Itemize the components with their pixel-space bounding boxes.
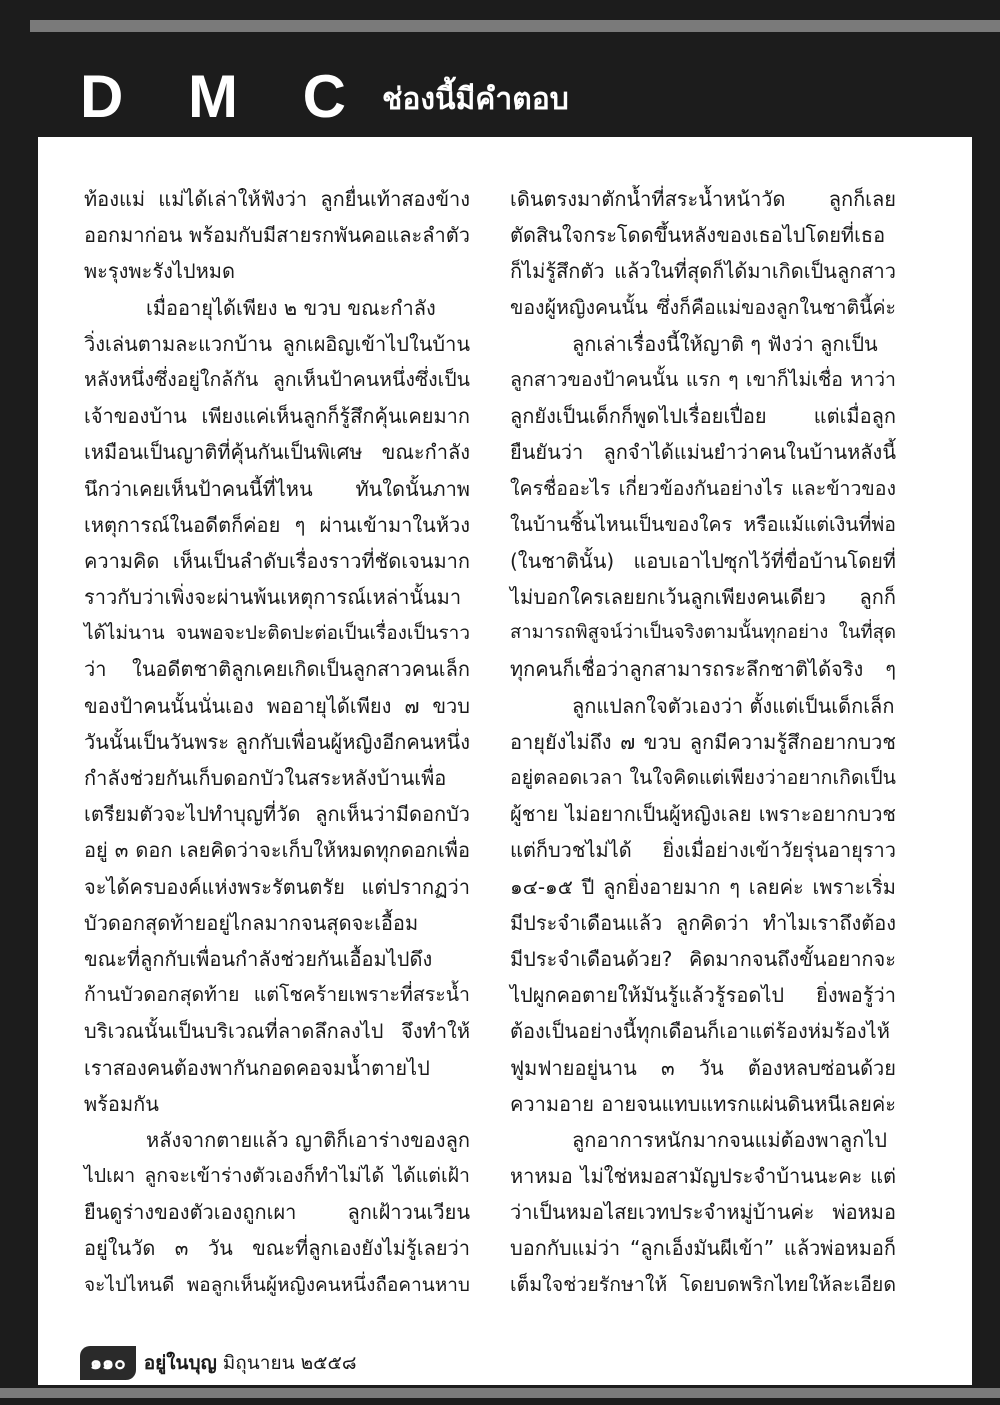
text-line: ตัดสินใจกระโดดขึ้นหลังของเธอไปโดยที่เธอ	[510, 223, 886, 248]
text-line: ความอาย อายจนแทบแทรกแผ่นดินหนีเลยค่ะ	[510, 1091, 896, 1116]
text-line: เดินตรงมาตักน้ำที่สระน้ำหน้าวัด ลูกก็เลย	[510, 187, 896, 211]
right-column	[510, 181, 896, 1303]
text-line: จะได้ครบองค์แห่งพระรัตนตรัย แต่ปรากฏว่า	[84, 874, 470, 899]
text-line: ของผู้หญิงคนนั้น ซึ่งก็คือแม่ของลูกในชาตินี้ค่ะ	[510, 295, 896, 319]
text-line: ได้ไม่นาน จนพอจะปะติดปะต่อเป็นเรื่องเป็นราว	[84, 622, 470, 645]
text-line: แต่ก็บวชไม่ได้ ยิ่งเมื่อย่างเข้าวัยรุ่นอายุราว	[510, 838, 896, 863]
section-title: ช่องนี้มีคำตอบ	[381, 82, 569, 117]
text-line: ท้องแม่ แม่ได้เล่าให้ฟังว่า ลูกยื่นเท้าสองข้าง	[84, 187, 470, 211]
issue-date: มิถุนายน ๒๕๕๘	[222, 1352, 357, 1374]
text-line: มีประจำเดือนแล้ว ลูกคิดว่า ทำไมเราถึงต้อง	[510, 910, 896, 935]
article-page	[38, 137, 972, 1385]
text-line: ลูกอาการหนักมากจนแม่ต้องพาลูกไป	[572, 1127, 887, 1152]
text-line: หลังจากตายแล้ว ญาติก็เอาร่างของลูก	[146, 1127, 470, 1152]
text-line: เราสองคนต้องพากันกอดคอจมน้ำตายไป	[84, 1055, 430, 1080]
text-line: ต้องเป็นอย่างนี้ทุกเดือนก็เอาแต่ร้องห่มร้องไห้	[510, 1019, 890, 1044]
top-decorative-bar	[30, 20, 1000, 32]
text-line: พะรุงพะรังไปหมด	[84, 259, 235, 284]
text-line: ยืนดูร่างของตัวเองถูกเผา ลูกเฝ้าวนเวียน	[84, 1200, 470, 1225]
text-line: ทุกคนก็เชื่อว่าลูกสามารถระลึกชาติได้จริง ๆ	[510, 657, 896, 682]
text-line: ก็ไม่รู้สึกตัว แล้วในที่สุดก็ได้มาเกิดเป็นลูกสาว	[510, 259, 896, 284]
text-line: เมื่ออายุได้เพียง ๒ ขวบ ขณะกำลัง	[146, 295, 436, 320]
text-line: ลูกแปลกใจตัวเองว่า ตั้งแต่เป็นเด็กเล็ก	[572, 693, 895, 718]
text-line: ในบ้านชิ้นไหนเป็นของใคร หรือแม้แต่เงินที่พ่อ	[510, 512, 896, 536]
left-column	[84, 181, 470, 1303]
text-line: เตรียมตัวจะไปทำบุญที่วัด ลูกเห็นว่ามีดอกบัว	[84, 802, 470, 827]
bottom-decorative-bar	[0, 1388, 1000, 1398]
text-line: อยู่ตลอดเวลา ในใจคิดแต่เพียงว่าอยากเกิดเป็น	[510, 766, 896, 789]
text-line: เหมือนเป็นญาติที่คุ้นกันเป็นพิเศษ ขณะกำลัง	[84, 440, 470, 465]
text-line: บัวดอกสุดท้ายอยู่ไกลมากจนสุดจะเอื้อม	[84, 910, 419, 935]
text-line: ราวกับว่าเพิ่งจะผ่านพ้นเหตุการณ์เหล่านั้นมา	[84, 585, 462, 610]
text-line: ว่าเป็นหมอไสยเวทประจำหมู่บ้านค่ะ พ่อหมอ	[510, 1200, 896, 1225]
text-line: เหตุการณ์ในอดีตก็ค่อย ๆ ผ่านเข้ามาในห้วง	[84, 512, 470, 537]
text-line: บริเวณนั้นเป็นบริเวณที่ลาดลึกลงไป จึงทำให้	[84, 1019, 470, 1044]
text-line: พร้อมกัน	[84, 1091, 159, 1116]
text-line: เจ้าของบ้าน เพียงแค่เห็นลูกก็รู้สึกคุ้นเคยมาก	[84, 404, 470, 429]
text-line: ไปผูกคอตายให้มันรู้แล้วรู้รอดไป ยิ่งพอรู้ว่า	[510, 983, 896, 1008]
text-line: ขณะที่ลูกกับเพื่อนกำลังช่วยกันเอื้อมไปดึง	[84, 946, 433, 971]
brand-title: D M C	[80, 63, 370, 130]
text-line: ผู้ชาย ไม่อยากเป็นผู้หญิงเลย เพราะอยากบวช	[510, 802, 896, 827]
text-line: หลังหนึ่งซึ่งอยู่ใกล้กัน ลูกเห็นป้าคนหนึ่งซึ่งเป็น	[84, 367, 470, 391]
page-footer	[80, 1348, 357, 1378]
text-line: ไปเผา ลูกจะเข้าร่างตัวเองก็ทำไม่ได้ ได้แต่เฝ้า	[84, 1164, 470, 1188]
text-line: กำลังช่วยกันเก็บดอกบัวในสระหลังบ้านเพื่อ	[84, 766, 447, 790]
text-line: ออกมาก่อน พร้อมกับมีสายรกพันคอและลำตัว	[84, 223, 470, 248]
text-line: ลูกยังเป็นเด็กก็พูดไปเรื่อยเปื่อย แต่เมื่อลูก	[510, 404, 896, 429]
text-line: สามารถพิสูจน์ว่าเป็นจริงตามนั้นทุกอย่าง ในที่สุด	[510, 622, 896, 644]
text-line: ไม่บอกใครเลยยกเว้นลูกเพียงคนเดียว ลูกก็	[510, 585, 896, 610]
text-line: เต็มใจช่วยรักษาให้ โดยบดพริกไทยให้ละเอียด	[510, 1272, 896, 1296]
text-line: อายุยังไม่ถึง ๗ ขวบ ลูกมีความรู้สึกอยากบวช	[510, 729, 896, 754]
text-line: ๑๔-๑๕ ปี ลูกยิ่งอายมาก ๆ เลยค่ะ เพราะเริ่ม	[510, 874, 896, 899]
magazine-name: อยู่ในบุญ	[143, 1352, 217, 1374]
page-number: ๑๑๐	[80, 1346, 136, 1380]
text-line: บอกกับแม่ว่า “ลูกเอ็งมันผีเข้า” แล้วพ่อหมอก็	[510, 1236, 896, 1261]
text-line: ว่า ในอดีตชาติลูกเคยเกิดเป็นลูกสาวคนเล็ก	[84, 657, 470, 682]
text-line: ใครชื่ออะไร เกี่ยวข้องกันอย่างไร และข้าวของ	[510, 476, 896, 500]
text-line: ฟูมฟายอยู่นาน ๓ วัน ต้องหลบซ่อนด้วย	[510, 1055, 896, 1080]
text-line: หาหมอ ไม่ใช่หมอสามัญประจำบ้านนะคะ แต่	[510, 1164, 896, 1189]
text-line: (ในชาตินั้น) แอบเอาไปซุกไว้ที่ขื่อบ้านโดยที่	[510, 548, 896, 573]
text-line: นึกว่าเคยเห็นป้าคนนี้ที่ไหน ทันใดนั้นภาพ	[84, 476, 470, 501]
text-line: วันนั้นเป็นวันพระ ลูกกับเพื่อนผู้หญิงอีกคนหนึ่ง	[84, 729, 470, 754]
text-line: ลูกเล่าเรื่องนี้ให้ญาติ ๆ ฟังว่า ลูกเป็น	[572, 331, 878, 356]
text-line: อยู่ในวัด ๓ วัน ขณะที่ลูกเองยังไม่รู้เลยว่า	[84, 1236, 470, 1261]
text-line: จะไปไหนดี พอลูกเห็นผู้หญิงคนหนึ่งถือคานหาบ	[84, 1273, 470, 1296]
text-line: ลูกสาวของป้าคนนั้น แรก ๆ เขาก็ไม่เชื่อ หาว่า	[510, 367, 896, 391]
text-line: วิ่งเล่นตามละแวกบ้าน ลูกเผอิญเข้าไปในบ้าน	[84, 331, 470, 356]
text-line: ความคิด เห็นเป็นลำดับเรื่องราวที่ชัดเจนมาก	[84, 548, 470, 573]
text-line: ยืนยันว่า ลูกจำได้แม่นยำว่าคนในบ้านหลังนี้	[510, 440, 896, 465]
page-header	[80, 52, 569, 132]
text-line: ของป้าคนนั้นนั่นเอง พออายุได้เพียง ๗ ขวบ	[84, 693, 470, 718]
text-line: มีประจำเดือนด้วย? คิดมากจนถึงขั้นอยากจะ	[510, 946, 896, 971]
text-line: อยู่ ๓ ดอก เลยคิดว่าจะเก็บให้หมดทุกดอกเพื่อ	[84, 838, 470, 863]
text-line: ก้านบัวดอกสุดท้าย แต่โชคร้ายเพราะที่สระน้ำ	[84, 983, 470, 1007]
